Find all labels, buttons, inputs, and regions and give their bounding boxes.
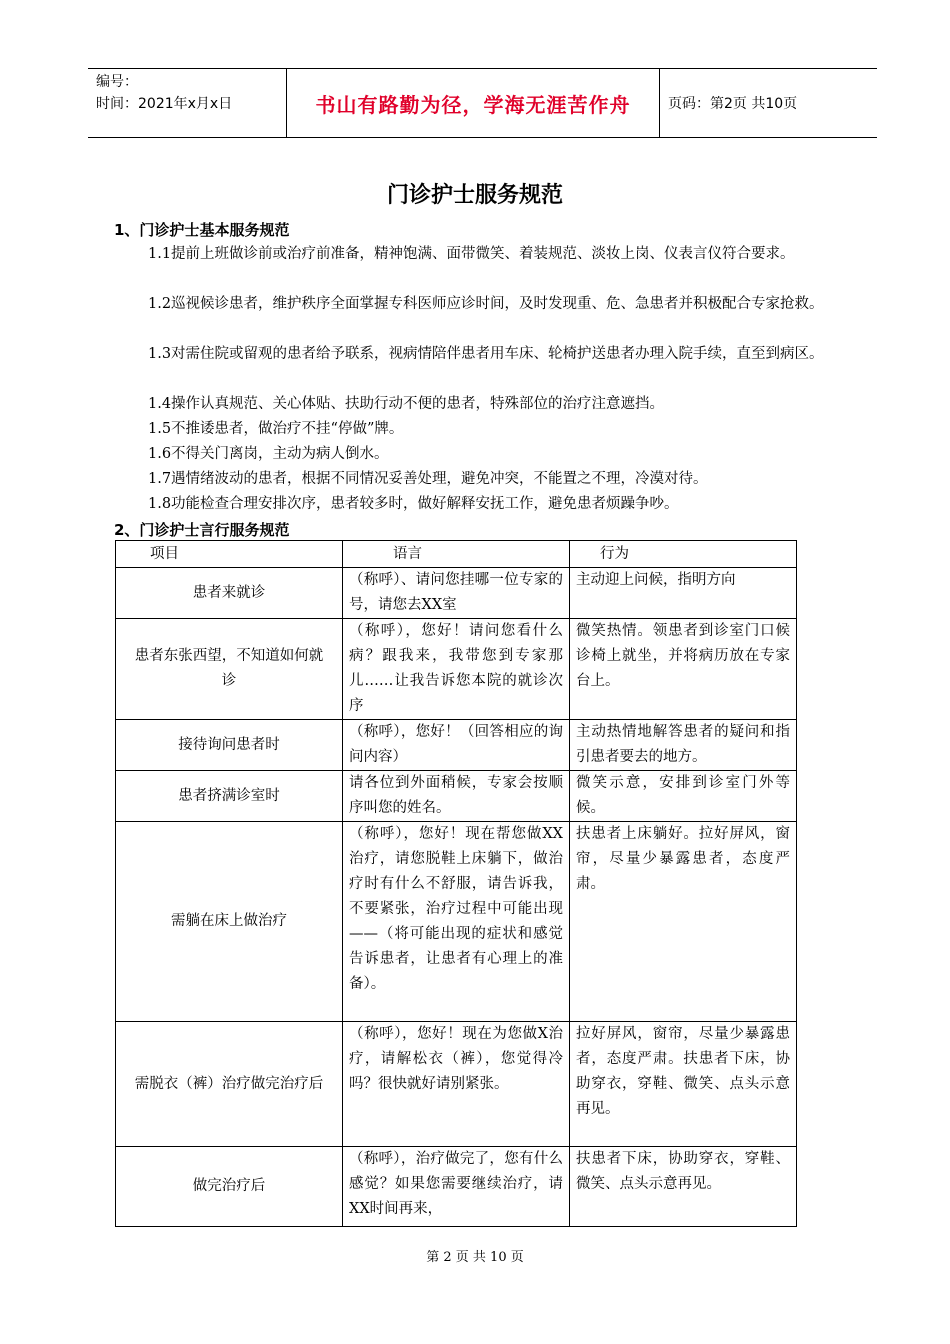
row-action: 微笑示意，安排到诊室门外等候。 (570, 771, 797, 822)
table-row (116, 619, 797, 720)
row-language: （称呼），您好！现在为您做X治疗，请解松衣（裤），您觉得冷吗？很快就好请别紧张。 (343, 1022, 570, 1147)
row-item: 做完治疗后 (116, 1147, 343, 1227)
row-language: （称呼）、请问您挂哪一位专家的号，请您去XX室 (343, 568, 570, 619)
service-table (115, 540, 797, 1227)
page-footer: 第 2 页 共 10 页 (426, 1250, 524, 1265)
rule-paragraph: 1.4操作认真规范、关心体贴、扶助行动不便的患者，特殊部位的治疗注意遮挡。 (148, 396, 665, 412)
table-row (116, 771, 797, 822)
row-item: 患者挤满诊室时 (116, 771, 343, 822)
row-language: （称呼），您好！现在帮您做XX治疗，请您脱鞋上床躺下，做治疗时有什么不舒服，请告诉我，不要紧张，治疗过程中可能出现——（将可能出现的症状和感觉告诉患者，让患者有心理上的准备）。 (343, 822, 570, 1022)
row-language: （称呼），治疗做完了，您有什么感觉？如果您需要继续治疗，请XX时间再来， (343, 1147, 570, 1227)
page-header (88, 68, 877, 138)
row-item: 需脱衣（裤）治疗做完治疗后 (116, 1022, 343, 1147)
row-language: （称呼），您好！（回答相应的询问内容） (343, 720, 570, 771)
row-action: 主动迎上问候，指明方向 (570, 568, 797, 619)
header-time: 时间：2021年x月x日 (96, 96, 233, 112)
row-item: 接待询问患者时 (116, 720, 343, 771)
row-action: 主动热情地解答患者的疑问和指引患者要去的地方。 (570, 720, 797, 771)
section-heading-basic: 1、门诊护士基本服务规范 (114, 221, 290, 239)
section-heading-conduct: 2、门诊护士言行服务规范 (114, 521, 290, 539)
header-divider (659, 69, 660, 137)
document-title: 门诊护士服务规范 (386, 183, 563, 208)
table-row (116, 822, 797, 1022)
rule-paragraph: 1.1提前上班做诊前或治疗前准备，精神饱满、面带微笑、着装规范、淡妆上岗、仪表言仪符合要求。 (148, 246, 795, 262)
table-row (116, 720, 797, 771)
table-row (116, 568, 797, 619)
row-item: 患者来就诊 (116, 568, 343, 619)
rule-paragraph: 1.2巡视候诊患者，维护秩序全面掌握专科医师应诊时间，及时发现重、危、急患者并积极配合专家抢救。 (148, 296, 824, 312)
row-language: （称呼），您好！请问您看什么病？跟我来，我带您到专家那儿……让我告诉您本院的就诊次序 (343, 619, 570, 720)
header-motto: 书山有路勤为径，学海无涯苦作舟 (315, 93, 631, 117)
row-action: 扶患者上床躺好。拉好屏风，窗帘，尽量少暴露患者，态度严肃。 (570, 822, 797, 1022)
rule-paragraph: 1.8功能检查合理安排次序，患者较多时，做好解释安抚工作，避免患者烦躁争吵。 (148, 496, 679, 512)
table-row (116, 1022, 797, 1147)
row-action: 拉好屏风，窗帘，尽量少暴露患者，态度严肃。扶患者下床，协助穿衣，穿鞋、微笑、点头示意再见。 (570, 1022, 797, 1147)
row-item: 需躺在床上做治疗 (116, 822, 343, 1022)
table-header-row (116, 541, 797, 568)
header-number: 编号： (96, 74, 138, 90)
header-meta (96, 71, 286, 115)
row-action: 微笑热情。领患者到诊室门口候诊椅上就坐，并将病历放在专家台上。 (570, 619, 797, 720)
column-header-item: 项目 (116, 541, 343, 568)
rule-paragraph: 1.7遇情绪波动的患者，根据不同情况妥善处理，避免冲突，不能置之不理，冷漠对待。 (148, 471, 708, 487)
table-row (116, 1147, 797, 1227)
row-action: 扶患者下床，协助穿衣，穿鞋、微笑、点头示意再见。 (570, 1147, 797, 1227)
row-language: 请各位到外面稍候，专家会按顺序叫您的姓名。 (343, 771, 570, 822)
rule-paragraph: 1.3对需住院或留观的患者给予联系，视病情陪伴患者用车床、轮椅护送患者办理入院手续，直至到病区。 (148, 346, 824, 362)
column-header-action: 行为 (570, 541, 797, 568)
rule-paragraph: 1.5不推诿患者，做治疗不挂“停做”牌。 (148, 421, 404, 437)
rule-paragraph: 1.6不得关门离岗，主动为病人倒水。 (148, 446, 389, 462)
row-item: 患者东张西望，不知道如何就诊 (116, 619, 343, 720)
header-page-number: 页码：第2页 共10页 (668, 96, 798, 112)
column-header-language: 语言 (343, 541, 570, 568)
